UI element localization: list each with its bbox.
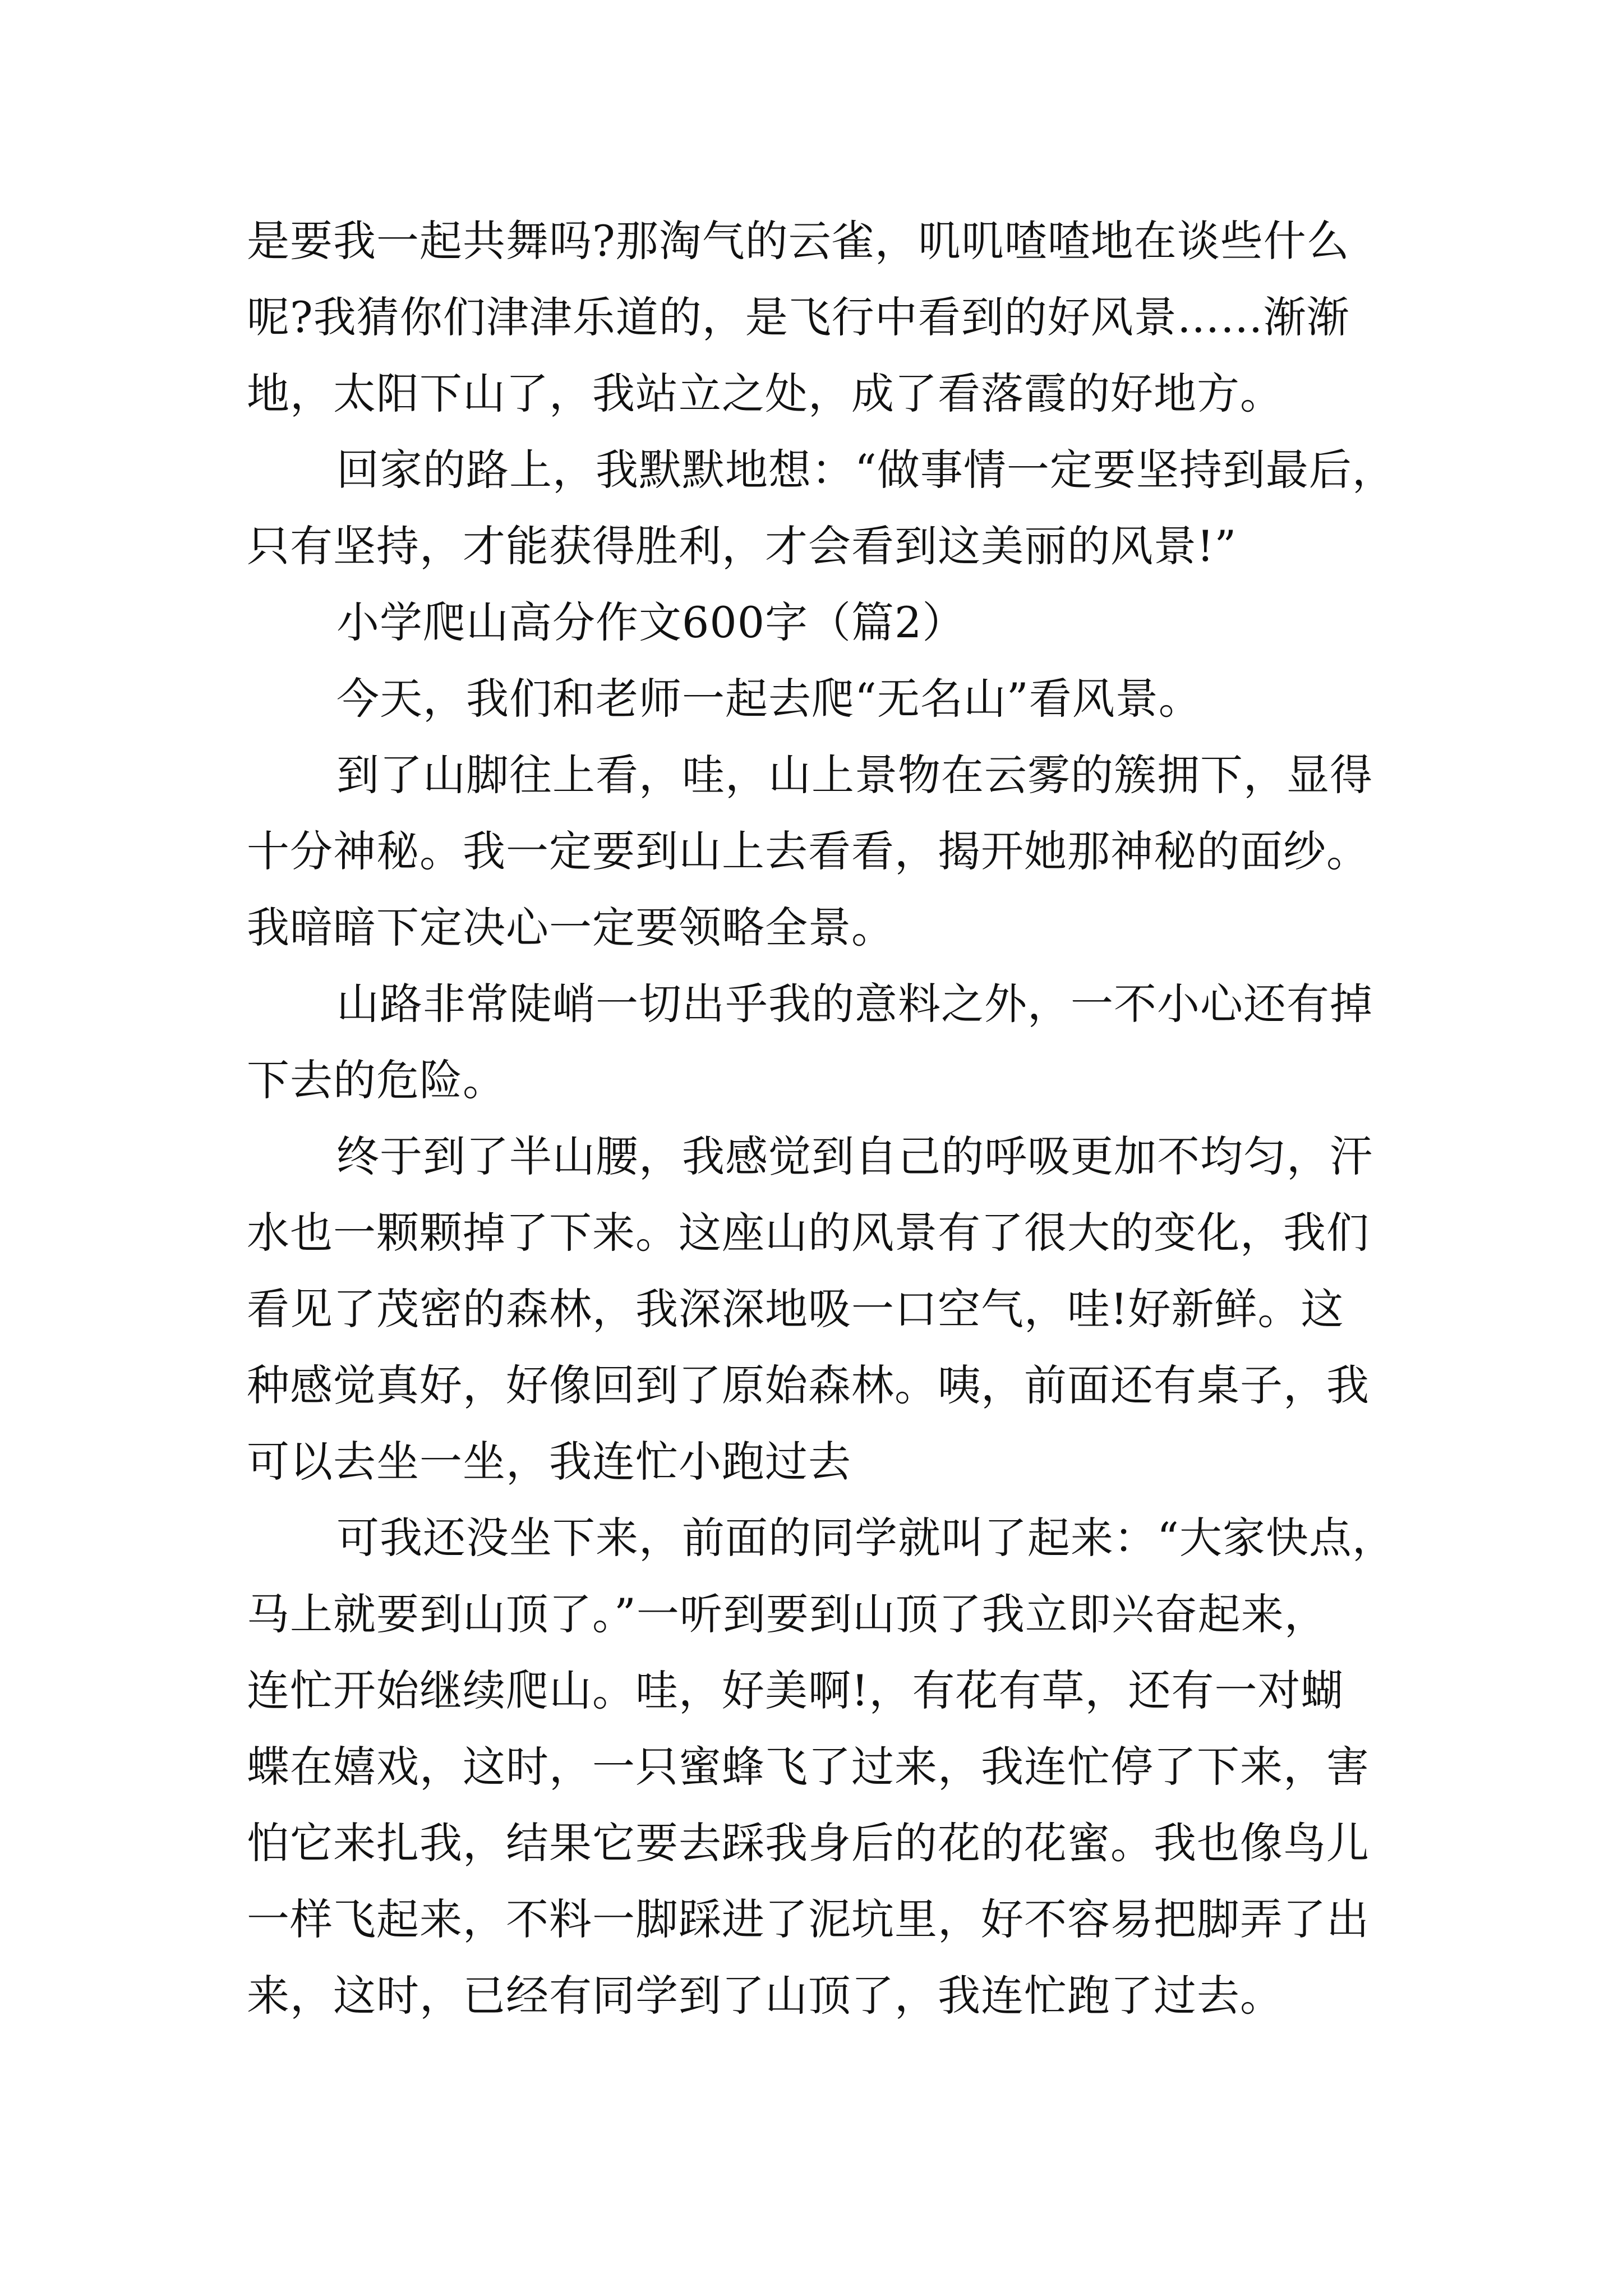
text-line: 我暗暗下定决心一定要领略全景。: [247, 903, 895, 953]
text-line: 连忙开始继续爬山。哇，好美啊!，有花有草，还有一对蝴: [247, 1665, 1344, 1715]
text-line: 种感觉真好，好像回到了原始森林。咦，前面还有桌子，我: [247, 1360, 1370, 1410]
text-line: 蝶在嬉戏，这时，一只蜜蜂飞了过来，我连忙停了下来，害: [247, 1742, 1370, 1792]
text-line: 终于到了半山腰，我感觉到自己的呼吸更加不均匀，汗: [336, 1131, 1373, 1181]
text-line: 下去的危险。: [247, 1055, 506, 1105]
essay-body: [247, 203, 1402, 2034]
text-line: 看见了茂密的森林，我深深地吸一口空气，哇!好新鲜。这: [247, 1284, 1344, 1334]
text-line: 山路非常陡峭一切出乎我的意料之外，一不小心还有掉: [336, 979, 1373, 1029]
text-line: 只有坚持，才能获得胜利，才会看到这美丽的风景!”: [247, 521, 1237, 571]
text-line: 回家的路上，我默默地想：“做事情一定要坚持到最后，: [336, 445, 1395, 495]
text-line: 来，这时，已经有同学到了山顶了，我连忙跑了过去。: [247, 1971, 1283, 2021]
text-line: 一样飞起来，不料一脚踩进了泥坑里，好不容易把脚弄了出: [247, 1894, 1370, 1944]
text-line: 今天，我们和老师一起去爬“无名山”看风景。: [336, 674, 1202, 724]
text-line: 可我还没坐下来，前面的同学就叫了起来：“大家快点，: [336, 1513, 1395, 1563]
text-line: 十分神秘。我一定要到山上去看看，揭开她那神秘的面纱。: [247, 826, 1370, 876]
text-line: 可以去坐一坐，我连忙小跑过去: [247, 1437, 851, 1487]
text-line: 马上就要到山顶了。”一听到要到山顶了我立即兴奋起来，: [247, 1589, 1327, 1639]
text-line: 怕它来扎我，结果它要去踩我身后的花的花蜜。我也像鸟儿: [247, 1818, 1370, 1868]
text-line: 地，太阳下山了，我站立之处，成了看落霞的好地方。: [247, 369, 1283, 418]
text-line: 呢?我猜你们津津乐道的，是飞行中看到的好风景……渐渐: [247, 292, 1350, 342]
text-line: 水也一颗颗掉了下来。这座山的风景有了很大的变化，我们: [247, 1208, 1370, 1258]
section-heading: 小学爬山高分作文600字（篇2）: [336, 597, 966, 647]
text-line: 到了山脚往上看，哇，山上景物在云雾的簇拥下，显得: [336, 750, 1373, 800]
text-line: 是要我一起共舞吗?那淘气的云雀，叽叽喳喳地在谈些什么: [247, 216, 1350, 266]
